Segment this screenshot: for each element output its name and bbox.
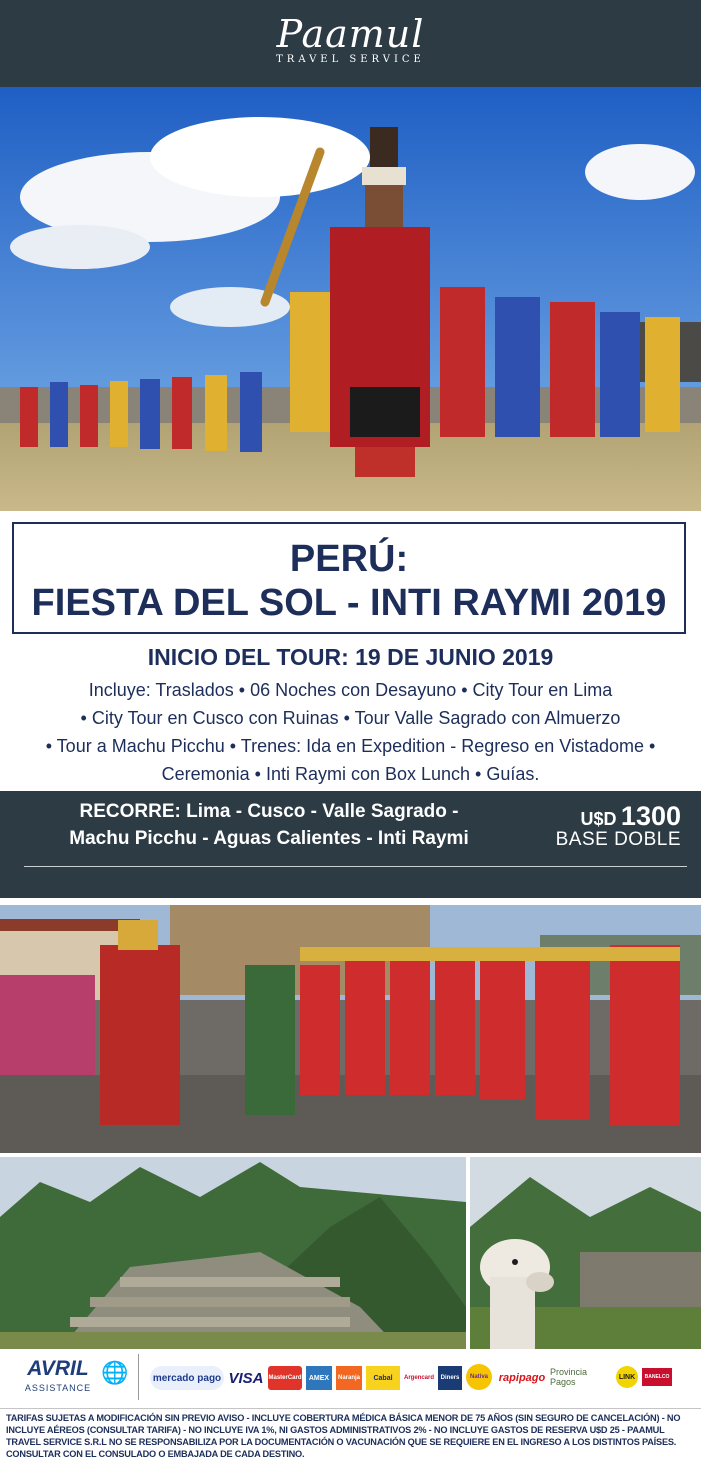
provincia-pagos-logo: Provincia Pagos — [550, 1367, 588, 1387]
banelco-logo: BANELCO — [642, 1368, 672, 1386]
includes-line: • Tour a Machu Picchu • Trenes: Ida en Expedition - Regreso en Vistadome • — [45, 736, 656, 756]
price-currency: U$D — [580, 809, 617, 829]
globe-icon: 🌐 — [101, 1360, 129, 1385]
divider — [138, 1354, 139, 1400]
cusco-parade-photo — [0, 905, 701, 1153]
divider — [0, 1408, 701, 1409]
title-box — [12, 522, 686, 634]
header-bar — [0, 0, 701, 87]
legal-disclaimer: TARIFAS SUJETAS A MODIFICACIÓN SIN PREVIO AVISO - INCLUYE COBERTURA MÉDICA BÁSICA MENOR DE 75 AÑOS (SIN SEGURO DE CANCELACIÓN) - NO INCLUYE AÉREOS (CONSULTAR TARIFA) - NO INCLUYE IVA 1%, NI GASTOS ADMINISTRATIVOS 2% - NO INCLUYE GASTOS DE RESERVA U$D 25 - PAAMUL TRAVEL SERVICE S.R.L NO SE RESPONSABILIZA POR LA DOCUMENTACIÓN O VACUNACIÓN QUE SE REQUIERE EN EL INGRESO A LOS DISTINTOS PAÍSES. CONSULTAR CON EL CONSULADO O EMBAJADA DE CADA DESTINO. — [6, 1413, 681, 1459]
route-band — [0, 791, 701, 898]
includes-line: Incluye: Traslados • 06 Noches con Desayuno • City Tour en Lima — [88, 680, 613, 700]
title-event: FIESTA DEL SOL - INTI RAYMI 2019 — [31, 582, 667, 624]
brand-logo: Paamul — [276, 12, 425, 56]
naranja-logo: Naranja — [336, 1366, 362, 1390]
title-country: PERÚ: — [289, 538, 409, 580]
payments-strip — [0, 1352, 701, 1406]
mercadopago-logo: mercado pago — [150, 1366, 224, 1390]
price-amount: 1300 — [620, 801, 681, 831]
price-basis: BASE DOBLE — [555, 829, 681, 850]
route-line-1: RECORRE: Lima - Cusco - Valle Sagrado - — [79, 801, 459, 822]
includes-line: • City Tour en Cusco con Ruinas • Tour Valle Sagrado con Almuerzo — [80, 708, 621, 728]
diners-logo: Diners — [438, 1366, 462, 1390]
route-line-2: Machu Picchu - Aguas Calientes - Inti Raymi — [69, 828, 469, 849]
amex-logo: AMEX — [306, 1366, 332, 1390]
visa-logo: VISA — [228, 1369, 264, 1387]
hero-photo-inti-raymi — [0, 87, 701, 511]
avril-tagline: ASSISTANCE — [24, 1383, 92, 1393]
tour-start-date: INICIO DEL TOUR: 19 DE JUNIO 2019 — [147, 644, 554, 670]
argencard-logo: Argencard — [404, 1375, 435, 1381]
includes-list — [10, 676, 691, 788]
brand-tagline: TRAVEL SERVICE — [276, 54, 425, 65]
link-logo: LINK — [616, 1366, 638, 1388]
price — [580, 801, 681, 832]
avril-logo: AVRIL — [27, 1357, 89, 1380]
rapipago-logo: rapipago — [498, 1372, 546, 1384]
mastercard-logo: MasterCard — [268, 1366, 302, 1390]
llama-photo — [470, 1157, 701, 1349]
divider — [24, 866, 687, 867]
nativa-logo: Nativa — [466, 1364, 492, 1390]
cabal-logo: Cabal — [366, 1366, 400, 1390]
machu-picchu-photo — [0, 1157, 466, 1349]
includes-line: Ceremonia • Inti Raymi con Box Lunch • Guías. — [161, 764, 540, 784]
